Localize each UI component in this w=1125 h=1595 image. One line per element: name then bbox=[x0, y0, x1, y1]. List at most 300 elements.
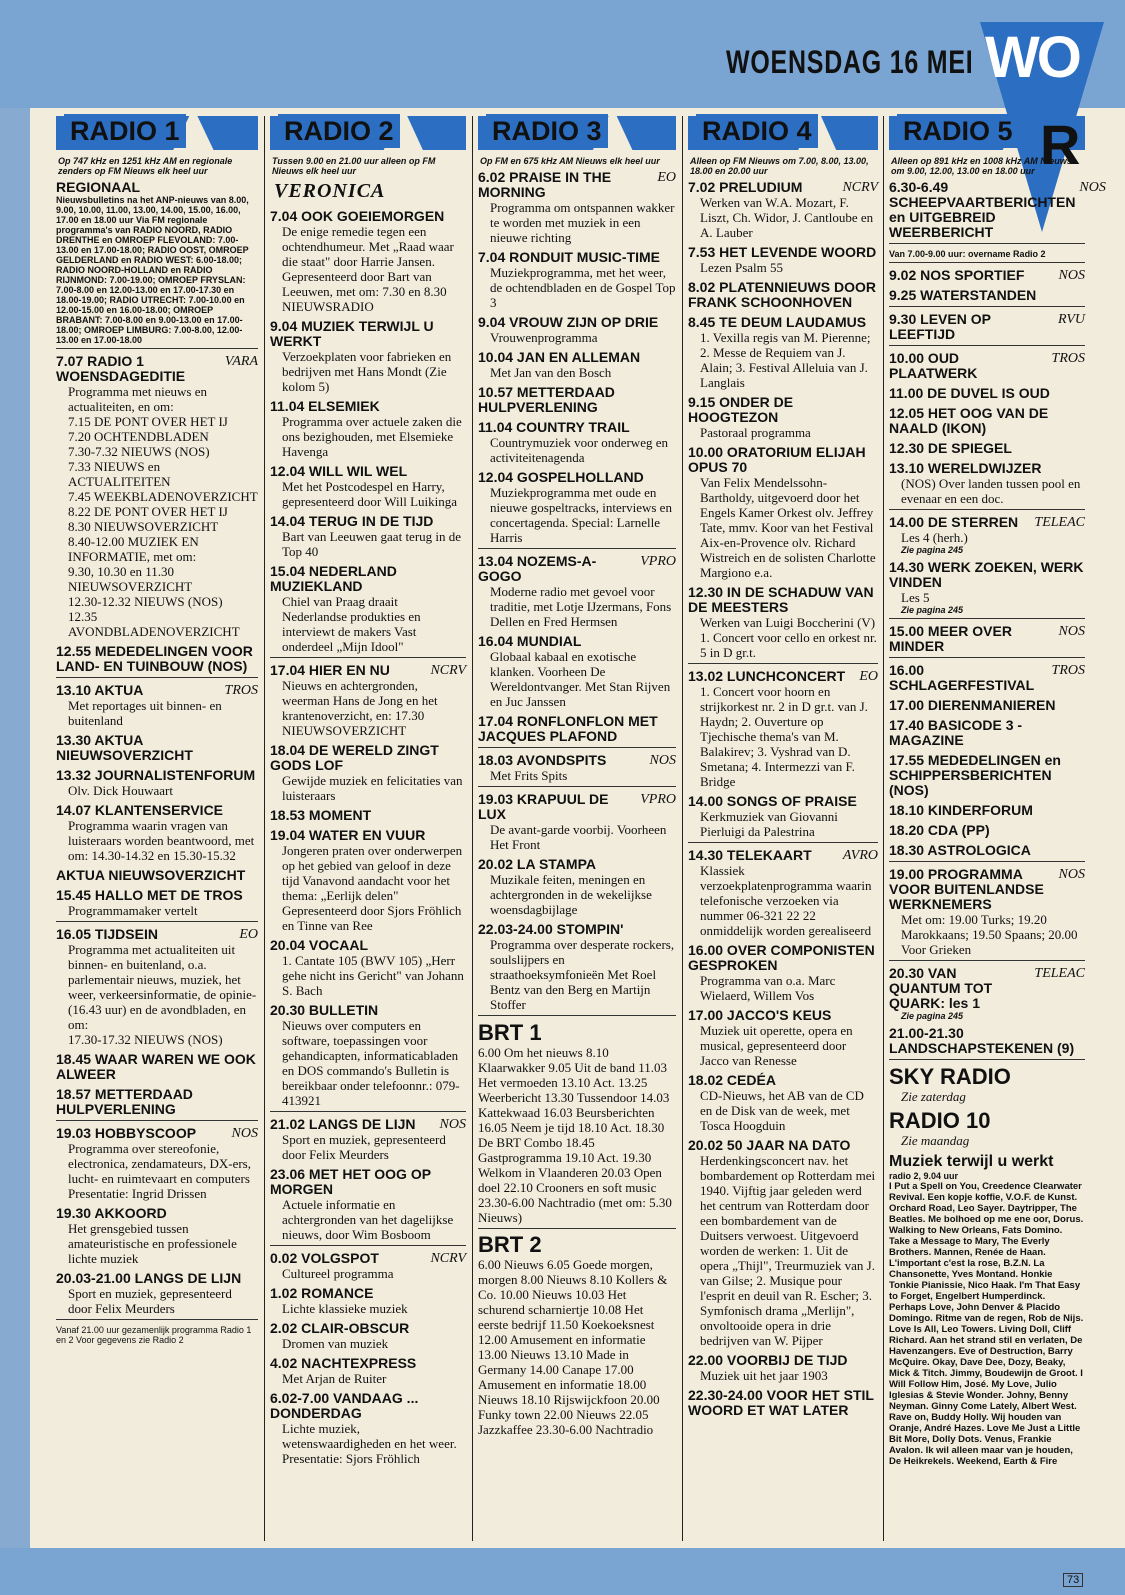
sky-radio-title: SKY RADIO bbox=[889, 1064, 1011, 1089]
program-heading bbox=[688, 180, 878, 195]
program-item bbox=[889, 803, 1085, 818]
program-item bbox=[478, 250, 676, 310]
program-heading bbox=[56, 180, 258, 195]
program-heading bbox=[478, 170, 676, 200]
program-description: Sport en muziek, gepresenteerd door Felix Meurders bbox=[68, 1286, 232, 1316]
page-number: 73 bbox=[1063, 1573, 1083, 1587]
separator-line bbox=[889, 262, 1085, 263]
program-item bbox=[270, 564, 466, 658]
program-title: 12.04 WILL WIL WEL bbox=[270, 463, 408, 479]
program-item bbox=[688, 445, 878, 580]
program-item bbox=[270, 1286, 466, 1316]
program-title: 14.30 TELEKAART bbox=[688, 847, 812, 863]
program-title: 20.30 BULLETIN bbox=[270, 1002, 379, 1018]
program-title: 20.03-21.00 LANGS DE LIJN bbox=[56, 1270, 242, 1286]
program-heading bbox=[889, 461, 1085, 476]
separator-line bbox=[688, 842, 878, 843]
program-item bbox=[688, 180, 878, 240]
brt2-schedule: 6.00 Nieuws 6.05 Goede morgen, morgen 8.00 Nieuws 8.10 Kollers & Co. 10.00 Nieuws 10.03 Het schurend scharniertje 10.08 Het eerste bedrijf 11.50 Koekoeksnest 12.00 Amusement en informatie 13.00 Nieuws 13.10 Made in Germany 14.00 Canape 17.00 Amusement en informatie 18.00 Nieuws 18.10 Rijswijckfoon 20.00 Funky town 22.00 Nieuws 22.05 Jazzkaffee 23.30-6.00 Nachtradio bbox=[478, 1257, 668, 1437]
program-title: 10.04 JAN EN ALLEMAN bbox=[478, 349, 641, 365]
radio-10-title: RADIO 10 bbox=[889, 1108, 991, 1133]
program-heading bbox=[889, 268, 1085, 283]
program-description: Klassiek verzoekplatenprogramma waarin telefonische verzoeken via nummer 06-321 22 22 onmiddelijk worden gerealiseerd bbox=[700, 863, 872, 938]
program-item bbox=[478, 470, 676, 549]
program-item bbox=[56, 644, 258, 678]
program-heading bbox=[889, 966, 1085, 1011]
station-info: Alleen op 891 kHz en 1008 kHz AM Nieuws om 9.00, 12.00, 13.00 en 18.00 uur bbox=[891, 156, 1072, 176]
broadcaster-label: NCRV bbox=[842, 180, 878, 195]
program-description: Les 4 (herh.) bbox=[901, 530, 968, 545]
program-heading bbox=[688, 1388, 878, 1418]
program-heading bbox=[889, 843, 1085, 858]
program-heading bbox=[478, 554, 676, 584]
program-item bbox=[688, 585, 878, 664]
program-item bbox=[56, 1271, 258, 1320]
program-description: Chiel van Praag draait Nederlandse produkties en interviewt de makers Vast onderdeel „Mijn Idool" bbox=[282, 594, 421, 654]
program-title: 23.06 MET HET OOG OP MORGEN bbox=[270, 1166, 431, 1197]
program-heading bbox=[889, 406, 1085, 436]
program-heading bbox=[56, 768, 258, 783]
program-title: 10.00 ORATORIUM ELIJAH OPUS 70 bbox=[688, 444, 866, 475]
program-heading bbox=[270, 743, 466, 773]
broadcaster-label: NOS bbox=[649, 753, 676, 768]
program-title: 11.00 DE DUVEL IS OUD bbox=[889, 385, 1050, 401]
separator-line bbox=[889, 618, 1085, 619]
broadcaster-label: EO bbox=[859, 669, 878, 684]
program-subitem: 8.30 NIEUWSOVERZICHT bbox=[68, 519, 219, 534]
program-item bbox=[56, 1052, 258, 1082]
separator-line bbox=[56, 1120, 258, 1121]
brt2-title: BRT 2 bbox=[478, 1232, 542, 1257]
program-title: 19.03 KRAPUUL DE LUX bbox=[478, 791, 609, 822]
program-title: 11.04 COUNTRY TRAIL bbox=[478, 419, 630, 435]
program-heading bbox=[688, 943, 878, 973]
brt1-schedule: 6.00 Om het nieuws 8.10 Klaarwakker 9.05 Uit de band 11.03 Het vermoeden 13.10 Act. 13.25 Weerbericht 13.30 Tussendoor 14.03 Kattekwaad 16.03 Beursberichten 16.05 Neem je tijd 18.10 Act. 18.30 De BRT Combo 18.45 Gastprogramma 19.10 Act. 19.30 Welkom in Vlaanderen 20.03 Open doel 22.10 Crooners en soft music 23.30-6.00 Nachtradio (met om: 5.30 Nieuws) bbox=[478, 1045, 672, 1225]
program-title: 18.10 KINDERFORUM bbox=[889, 802, 1033, 818]
program-description: Met het Postcodespel en Harry, gepresenteerd door Will Luikinga bbox=[282, 479, 458, 509]
program-title: 13.02 LUNCHCONCERT bbox=[688, 668, 846, 684]
program-item bbox=[889, 698, 1085, 713]
program-item bbox=[270, 663, 466, 738]
program-description: Werken van W.A. Mozart, F. Liszt, Ch. Widor, J. Cantloube en A. Lauber bbox=[700, 195, 874, 240]
program-title: 7.04 OOK GOEIEMORGEN bbox=[270, 208, 445, 224]
program-title: 20.02 LA STAMPA bbox=[478, 856, 596, 872]
veronica-logo: VERONICA bbox=[274, 180, 386, 202]
program-heading bbox=[478, 922, 676, 937]
program-heading bbox=[270, 1167, 466, 1197]
brt1-title: BRT 1 bbox=[478, 1020, 542, 1045]
program-heading bbox=[478, 753, 676, 768]
program-subitem: 7.45 WEEKBLADENOVERZICHT bbox=[68, 489, 258, 504]
station-info: Alleen op FM Nieuws om 7.00, 8.00, 13.00, 18.00 en 20.00 uur bbox=[690, 156, 869, 176]
program-heading bbox=[270, 1117, 466, 1132]
program-description: 1. Vexilla regis van M. Pierenne; 2. Messe de Requiem van J. Alain; 3. Festival Alleluia van J. Langlais bbox=[700, 330, 871, 390]
program-title: 7.07 RADIO 1 WOENSDAGEDITIE bbox=[56, 353, 186, 384]
program-item bbox=[889, 515, 1085, 555]
program-heading bbox=[688, 794, 878, 809]
column-divider bbox=[264, 116, 265, 1541]
program-heading bbox=[889, 753, 1085, 798]
program-title: 1.02 ROMANCE bbox=[270, 1285, 374, 1301]
program-title: 10.00 OUD PLAATWERK bbox=[889, 350, 978, 381]
program-description: Muziekprogramma met oude en nieuwe gospeltracks, interviews en concertagenda. Special: Larnelle Harris bbox=[490, 485, 672, 545]
program-title: 11.04 ELSEMIEK bbox=[270, 398, 380, 414]
program-title: 6.02 PRAISE IN THE MORNING bbox=[478, 169, 612, 200]
program-heading bbox=[688, 1353, 878, 1368]
program-note: Nieuwsbulletins na het ANP-nieuws van 8.00, 9.00, 10.00, 11.00, 13.00, 14.00, 15.00, 16.00, 17.00 en 18.00 uur Via FM regionale programma's van RADIO NOORD, RADIO DRENTHE en OMROEP FLEVOLAND: 7.00-13.00 en 17.00-18.00; RADIO OOST, OMROEP GELDERLAND en RADIO WEST: 6.00-18.00; RADIO NOORD-HOLLAND en RADIO RIJNMOND: 7.00-19.00; OMROEP FRYSLAN: 7.00-8.00 en 12.00-13.00 en 17.00-17.30 en 18.00-19.00; RADIO UTRECHT: 7.00-10.00 en 12.00-15.00 en 16.00-18.00; OMROEP BRABANT: 7.00-8.00 en 9.00-13.00 en 17.00-18.00; OMROEP LIMBURG: 7.00-8.00, 12.00-13.00 en 17.00-18.00 bbox=[56, 195, 249, 345]
program-title: 13.04 NOZEMS-A-GOGO bbox=[478, 553, 597, 584]
program-title: 13.10 WERELDWIJZER bbox=[889, 460, 1042, 476]
program-heading bbox=[889, 663, 1085, 693]
program-heading bbox=[270, 1356, 466, 1371]
program-title: 19.30 AKKOORD bbox=[56, 1205, 167, 1221]
program-description: Programma met nieuws en actualiteiten, en om: bbox=[68, 384, 207, 414]
program-item bbox=[889, 966, 1085, 1021]
program-heading bbox=[688, 1138, 878, 1153]
program-item bbox=[270, 828, 466, 933]
page-reference: Zie pagina 245 bbox=[901, 1011, 964, 1021]
program-heading bbox=[270, 514, 466, 529]
program-item bbox=[889, 560, 1085, 619]
page-reference: Zie pagina 245 bbox=[901, 545, 964, 555]
program-item bbox=[270, 938, 466, 998]
program-heading bbox=[889, 803, 1085, 818]
broadcaster-label: NOS bbox=[1079, 180, 1106, 195]
program-title: 17.00 DIERENMANIEREN bbox=[889, 697, 1056, 713]
station-banner bbox=[56, 112, 258, 150]
program-description: Programma over stereofonie, electronica, zendamateurs, DX-ers, lucht- en ruimtevaart en computers Presentatie: Ingrid Drissen bbox=[68, 1141, 251, 1201]
separator-line bbox=[889, 960, 1085, 961]
program-description: Het grensgebied tussen amateuristische en professionele lichte muziek bbox=[68, 1221, 237, 1266]
program-title: 12.04 GOSPELHOLLAND bbox=[478, 469, 644, 485]
program-title: 0.02 VOLGSPOT bbox=[270, 1250, 379, 1266]
program-title: 12.30 DE SPIEGEL bbox=[889, 440, 1012, 456]
program-title: 16.00 SCHLAGERFESTIVAL bbox=[889, 662, 1035, 693]
program-item bbox=[478, 714, 676, 748]
separator-line bbox=[889, 1059, 1085, 1060]
column-radio-3 bbox=[478, 112, 676, 1542]
program-title: REGIONAAL bbox=[56, 179, 140, 195]
program-item bbox=[688, 848, 878, 938]
program-title: 14.04 TERUG IN DE TIJD bbox=[270, 513, 434, 529]
program-description: Lichte muziek, wetenswaardigheden en het weer. Presentatie: Sjors Fröhlich bbox=[282, 1421, 457, 1466]
broadcaster-label: NCRV bbox=[430, 663, 466, 678]
program-title: 10.57 METTERDAAD HULPVERLENING bbox=[478, 384, 615, 415]
program-heading bbox=[56, 1126, 258, 1141]
program-description: De enige remedie tegen een ochtendhumeur. Met „Raad waar die staat" door Harrie Jansen. Gepresenteerd door Bart van Leeuwen, met om: 7.30 en 8.30 NIEUWSRADIO bbox=[282, 224, 454, 314]
program-heading bbox=[688, 245, 878, 260]
broadcaster-label: NOS bbox=[1058, 867, 1085, 882]
program-heading bbox=[478, 250, 676, 265]
program-heading bbox=[889, 560, 1085, 590]
separator-line bbox=[889, 861, 1085, 862]
program-item bbox=[56, 1126, 258, 1201]
muziek-terwijl-title: Muziek terwijl u werkt bbox=[889, 1153, 1054, 1170]
station-info: Op FM en 675 kHz AM Nieuws elk heel uur bbox=[480, 156, 660, 166]
broadcaster-label: NCRV bbox=[430, 1251, 466, 1266]
program-heading bbox=[889, 386, 1085, 401]
program-heading bbox=[270, 564, 466, 594]
program-title: 7.04 RONDUIT MUSIC-TIME bbox=[478, 249, 661, 265]
separator-line bbox=[270, 1245, 466, 1246]
program-description: 1. Cantate 105 (BWV 105) „Herr gehe nicht ins Gericht" van Johann S. Bach bbox=[282, 953, 464, 998]
program-heading bbox=[270, 209, 466, 224]
program-description: Programmamaker vertelt bbox=[68, 903, 198, 918]
program-title: 16.00 OVER COMPONISTEN GESPROKEN bbox=[688, 942, 875, 973]
program-heading bbox=[688, 848, 878, 863]
station-banner bbox=[688, 112, 878, 150]
program-heading bbox=[56, 888, 258, 903]
program-subitem: 7.20 OCHTENDBLADEN bbox=[68, 429, 209, 444]
broadcaster-label: TROS bbox=[1051, 351, 1085, 366]
separator-line bbox=[478, 1015, 676, 1016]
program-heading bbox=[56, 1271, 258, 1286]
program-title: 12.55 MEDEDELINGEN VOOR LAND- EN TUINBOUW (NOS) bbox=[56, 643, 253, 674]
program-description: Pastoraal programma bbox=[700, 425, 811, 440]
program-item bbox=[270, 1391, 466, 1466]
program-heading bbox=[688, 1008, 878, 1023]
program-item bbox=[478, 753, 676, 787]
program-item bbox=[270, 1321, 466, 1351]
radio-10-note: Zie maandag bbox=[901, 1133, 970, 1148]
program-title: 17.00 JACCO'S KEUS bbox=[688, 1007, 832, 1023]
program-title: 14.00 SONGS OF PRAISE bbox=[688, 793, 857, 809]
program-description: Muziekprogramma, met het weer, de ochtendbladen en de Gospel Top 3 bbox=[490, 265, 676, 310]
separator-line bbox=[889, 345, 1085, 346]
program-item bbox=[688, 1388, 878, 1418]
program-item bbox=[688, 794, 878, 843]
program-description: Olv. Dick Houwaart bbox=[68, 783, 173, 798]
program-item bbox=[270, 1356, 466, 1386]
program-item bbox=[478, 385, 676, 415]
program-item bbox=[56, 888, 258, 922]
program-item bbox=[889, 718, 1085, 748]
program-item bbox=[56, 733, 258, 763]
program-item bbox=[56, 927, 258, 1047]
broadcaster-label: TROS bbox=[1051, 663, 1085, 678]
program-title: 20.02 50 JAAR NA DATO bbox=[688, 1137, 851, 1153]
program-item bbox=[56, 768, 258, 798]
program-item bbox=[270, 399, 466, 459]
program-heading bbox=[688, 445, 878, 475]
program-item bbox=[889, 312, 1085, 346]
program-heading bbox=[478, 420, 676, 435]
program-heading bbox=[270, 663, 466, 678]
program-description: Nieuws over computers en software, toepassingen voor gehandicapten, informaticabladen en DOS commando's Bulletin is bereikbaar onder telefoonnr.: 079-413921 bbox=[282, 1018, 460, 1108]
program-item bbox=[889, 351, 1085, 381]
program-heading bbox=[889, 867, 1085, 912]
program-heading bbox=[889, 515, 1085, 530]
program-heading bbox=[688, 1073, 878, 1088]
station-name: RADIO 3 bbox=[486, 114, 608, 148]
broadcaster-label: VPRO bbox=[640, 792, 676, 807]
program-description: Jongeren praten over onderwerpen op het gebied van geloof in deze tijd Vanavond aandacht voor het thema: „Eerlijk delen" Gepresenteerd door Sjors Fröhlich en Tinne van Ree bbox=[282, 843, 463, 933]
program-title: 19.00 PROGRAMMA VOOR BUITENLANDSE WERKNEMERS bbox=[889, 866, 1044, 912]
program-title: 17.55 MEDEDELINGEN en SCHIPPERSBERICHTEN (NOS) bbox=[889, 752, 1061, 798]
program-heading bbox=[56, 868, 258, 883]
program-heading bbox=[56, 803, 258, 818]
program-description: Verzoekplaten voor fabrieken en bedrijven met Hans Mondt (Zie kolom 5) bbox=[282, 349, 452, 394]
program-description: Werken van Luigi Boccherini (V) 1. Concert voor cello en orkest nr. 5 in D gr.t. bbox=[700, 615, 877, 660]
separator-line bbox=[478, 747, 676, 748]
program-heading bbox=[270, 399, 466, 414]
program-item bbox=[56, 868, 258, 883]
program-description: 1. Concert voor hoorn en strijkorkest nr. 2 in D gr.t. van J. Haydn; 2. Ouverture op Tjechische thema's van M. Balakirev; 3. Vyshrad van D. Smetana; 4. Intermezzi van F. Bridge bbox=[700, 684, 868, 789]
broadcaster-label: VARA bbox=[224, 354, 258, 369]
broadcaster-label: NOS bbox=[231, 1126, 258, 1141]
separator-line bbox=[478, 786, 676, 787]
separator-line bbox=[889, 509, 1085, 510]
program-description: Lezen Psalm 55 bbox=[700, 260, 784, 275]
program-title: 2.02 CLAIR-OBSCUR bbox=[270, 1320, 410, 1336]
program-description: Met Jan van den Bosch bbox=[490, 365, 612, 380]
program-heading bbox=[889, 312, 1085, 342]
program-item bbox=[688, 315, 878, 390]
program-title: 14.07 KLANTENSERVICE bbox=[56, 802, 224, 818]
program-item bbox=[270, 1117, 466, 1162]
program-subitem: 12.30-12.32 NIEUWS (NOS) bbox=[68, 594, 223, 609]
program-title: 7.02 PRELUDIUM bbox=[688, 179, 803, 195]
program-item bbox=[478, 350, 676, 380]
bottom-color-band bbox=[0, 1548, 1125, 1595]
program-item bbox=[478, 315, 676, 345]
program-description: Met reportages uit binnen- en buitenland bbox=[68, 698, 222, 728]
program-description: Programma over actuele zaken die ons bezighouden, met Elsemieke Havenga bbox=[282, 414, 462, 459]
broadcaster-label: VPRO bbox=[640, 554, 676, 569]
program-heading bbox=[270, 464, 466, 479]
program-heading bbox=[270, 808, 466, 823]
program-heading bbox=[889, 698, 1085, 713]
program-description: Programma waarin vragen van luisteraars worden beantwoord, met om: 14.30-14.32 en 15.30-15.32 bbox=[68, 818, 255, 863]
program-title: 14.30 WERK ZOEKEN, WERK VINDEN bbox=[889, 559, 1084, 590]
program-description: Van Felix Mendelssohn-Bartholdy, uitgevoerd door het Engels Kamer Orkest olv. Jeffrey Tate, mmv. Koor van het Festival Aix-en-Provence olv. Richard Wistreich en de solisten Charlotte Margiono e.a. bbox=[700, 475, 876, 580]
program-heading bbox=[478, 350, 676, 365]
column-divider bbox=[472, 116, 473, 1541]
program-heading bbox=[688, 280, 878, 310]
station-banner bbox=[270, 112, 466, 150]
separator-line bbox=[56, 921, 258, 922]
program-title: 14.00 DE STERREN bbox=[889, 514, 1019, 530]
program-subitem: 8.40-12.00 MUZIEK EN INFORMATIE, met om: bbox=[68, 534, 199, 564]
program-item bbox=[56, 1206, 258, 1266]
program-description: Lichte klassieke muziek bbox=[282, 1301, 408, 1316]
program-heading bbox=[478, 315, 676, 330]
program-heading bbox=[889, 823, 1085, 838]
program-title: 21.02 LANGS DE LIJN bbox=[270, 1116, 416, 1132]
program-heading bbox=[270, 1321, 466, 1336]
column-radio-2 bbox=[270, 112, 466, 1542]
program-heading bbox=[56, 927, 258, 942]
radio-r-logo: R bbox=[1040, 113, 1081, 176]
program-title: 15.45 HALLO MET DE TROS bbox=[56, 887, 243, 903]
program-title: 17.40 BASICODE 3 - MAGAZINE bbox=[889, 717, 1023, 748]
separator-line bbox=[56, 677, 258, 678]
program-item bbox=[270, 743, 466, 803]
program-item bbox=[478, 634, 676, 709]
program-description: Muziek uit het jaar 1903 bbox=[700, 1368, 828, 1383]
station-name: RADIO 1 bbox=[64, 114, 186, 148]
separator-line bbox=[889, 657, 1085, 658]
column-footnote: Vanaf 21.00 uur gezamenlijk programma Radio 1 en 2 Voor gegevens zie Radio 2 bbox=[56, 1325, 252, 1345]
broadcaster-label: NOS bbox=[1058, 268, 1085, 283]
program-title: 9.04 MUZIEK TERWIJL U WERKT bbox=[270, 318, 434, 349]
program-item bbox=[56, 683, 258, 728]
program-item bbox=[889, 179, 1106, 244]
program-heading bbox=[56, 1052, 258, 1082]
program-item bbox=[688, 1073, 878, 1133]
program-item bbox=[478, 922, 676, 1016]
program-title: 18.57 METTERDAAD HULPVERLENING bbox=[56, 1086, 193, 1117]
program-item bbox=[688, 669, 878, 789]
program-heading bbox=[270, 319, 466, 349]
broadcaster-label: AVRO bbox=[842, 848, 878, 863]
program-item bbox=[56, 180, 258, 349]
program-heading bbox=[889, 718, 1085, 748]
program-heading bbox=[270, 1286, 466, 1301]
program-title: 13.32 JOURNALISTENFORUM bbox=[56, 767, 256, 783]
program-item bbox=[889, 1026, 1085, 1060]
column-divider bbox=[883, 116, 884, 1541]
program-heading bbox=[478, 470, 676, 485]
page-reference: Zie pagina 245 bbox=[901, 605, 964, 615]
station-banner bbox=[478, 112, 676, 150]
program-heading bbox=[889, 624, 1085, 654]
program-item bbox=[889, 867, 1085, 961]
program-description: Actuele informatie en achtergronden van het dagelijkse nieuws, door Wim Bosboom bbox=[282, 1197, 454, 1242]
program-heading bbox=[270, 828, 466, 843]
program-description: De avant-garde voorbij. Voorheen Het Front bbox=[490, 822, 667, 852]
separator-line bbox=[478, 1228, 676, 1229]
broadcaster-label: NOS bbox=[439, 1117, 466, 1132]
program-title: 6.30-6.49 SCHEEPVAARTBERICHTEN en UITGEBREID WEERBERICHT bbox=[889, 179, 1076, 240]
program-description: Countrymuziek voor onderweg en activiteitenagenda bbox=[490, 435, 668, 465]
separator-line bbox=[478, 548, 676, 549]
program-item bbox=[270, 1251, 466, 1281]
program-description: CD-Nieuws, het AB van de CD en de Disk van de week, met Tosca Hoogduin bbox=[700, 1088, 864, 1133]
separator-line bbox=[56, 348, 258, 349]
station-name: RADIO 4 bbox=[696, 114, 818, 148]
program-title: 22.30-24.00 VOOR HET STIL WOORD ET WAT LATER bbox=[688, 1387, 874, 1418]
program-description: (NOS) Over landen tussen pool en evenaar en een doc. bbox=[901, 476, 1081, 506]
program-item bbox=[270, 209, 466, 314]
broadcaster-label: TROS bbox=[224, 683, 258, 698]
page-title: WOENSDAG 16 MEI bbox=[726, 44, 974, 80]
program-description: Programma om ontspannen wakker te worden met muziek in een nieuwe richting bbox=[490, 200, 675, 245]
program-heading bbox=[889, 288, 1085, 303]
separator-line bbox=[889, 306, 1085, 307]
program-heading bbox=[56, 683, 258, 698]
program-heading bbox=[478, 634, 676, 649]
program-item bbox=[56, 803, 258, 863]
program-heading bbox=[478, 857, 676, 872]
program-title: 21.00-21.30 LANDSCHAPSTEKENEN (9) bbox=[889, 1025, 1075, 1056]
program-title: 9.15 ONDER DE HOOGTEZON bbox=[688, 394, 794, 425]
program-item bbox=[478, 420, 676, 465]
program-title: 9.25 WATERSTANDEN bbox=[889, 287, 1037, 303]
program-subitem: 9.30, 10.30 en 11.30 NIEUWSOVERZICHT bbox=[68, 564, 193, 594]
program-heading bbox=[56, 354, 258, 384]
program-description: Muzikale feiten, meningen en achtergronden in de wekelijkse woensdagbijlage bbox=[490, 872, 652, 917]
station-info: Tussen 9.00 en 21.00 uur alleen op FM Nieuws elk heel uur bbox=[272, 156, 436, 176]
program-heading bbox=[270, 938, 466, 953]
program-title: 13.10 AKTUA bbox=[56, 682, 144, 698]
column-divider bbox=[682, 116, 683, 1541]
program-item bbox=[889, 386, 1085, 401]
program-item bbox=[270, 464, 466, 509]
program-item bbox=[889, 461, 1085, 510]
program-note: Van 7.00-9.00 uur: overname Radio 2 bbox=[889, 249, 1046, 259]
program-title: 18.53 MOMENT bbox=[270, 807, 372, 823]
